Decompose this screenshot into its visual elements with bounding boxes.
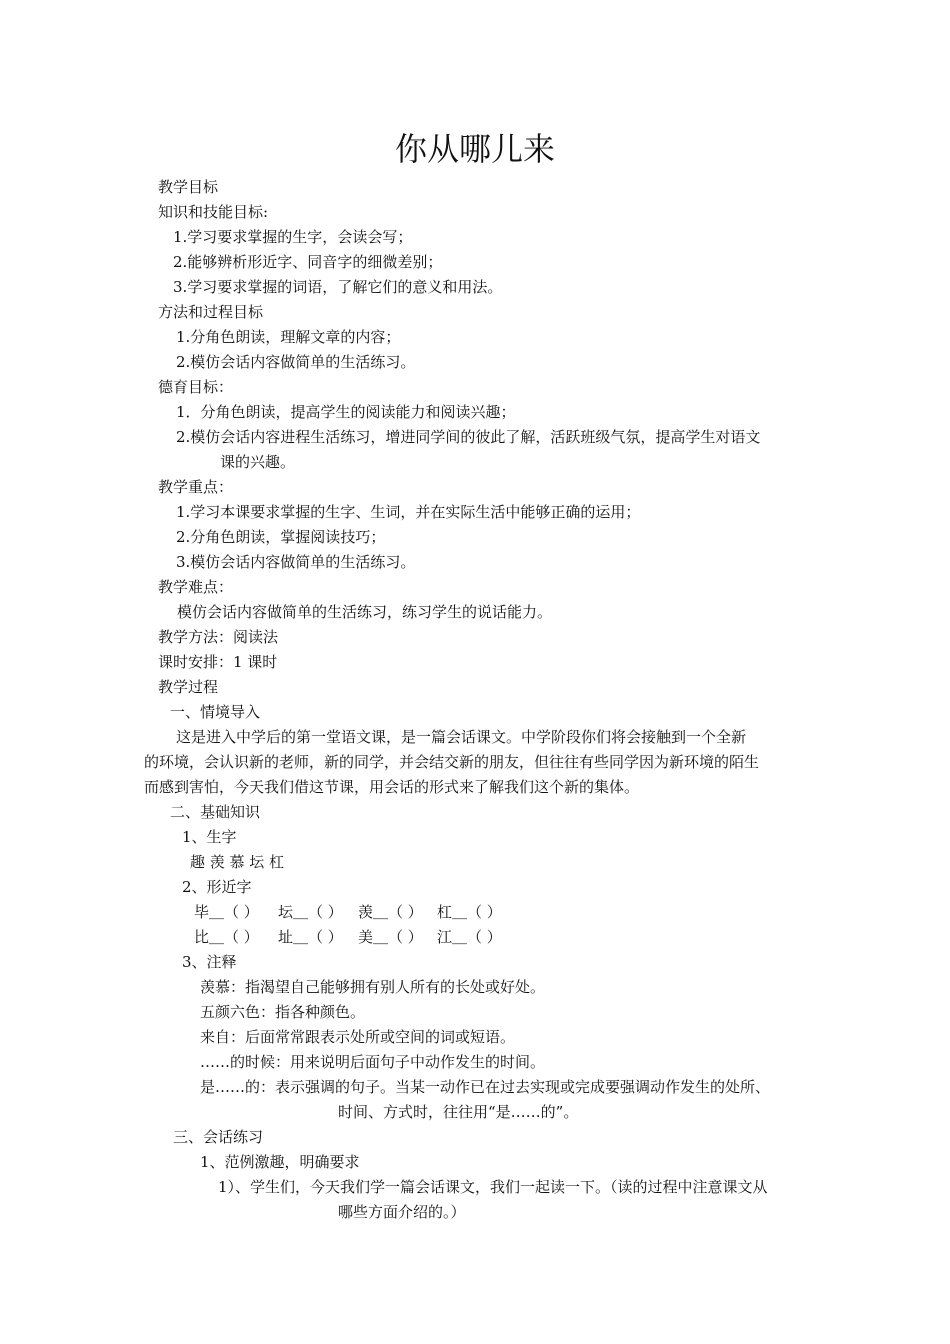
subsection-heading: 1、生字 [182, 828, 237, 846]
heading-moral-goals: 德育目标： [158, 378, 234, 396]
section-heading: 三、会话练习 [173, 1128, 264, 1146]
paragraph: 的环境，会认识新的老师，新的同学，并会结交新的朋友，但往往有些同学因为新环境的陌生 [144, 753, 760, 771]
heading-teaching-process: 教学过程 [158, 678, 219, 696]
annotation: 五颜六色：指各种颜色。 [200, 1003, 366, 1021]
list-item: 1.学习本课要求掌握的生字、生词，并在实际生活中能够正确的运用； [176, 503, 641, 521]
similar-char-cell: 羡＿（ ） [358, 903, 423, 921]
similar-char-cell: 江＿（ ） [437, 928, 502, 946]
annotation-continuation: 时间、方式时，往往用“是……的”。 [338, 1103, 579, 1121]
class-hours: 课时安排：1 课时 [158, 653, 278, 671]
paragraph: 而感到害怕，今天我们借这节课，用会话的形式来了解我们这个新的集体。 [144, 778, 640, 796]
list-item: 2.能够辨析形近字、同音字的细微差别； [173, 253, 443, 271]
annotation: ……的时候：用来说明后面句子中动作发生的时间。 [200, 1053, 546, 1071]
list-item: 3.模仿会话内容做简单的生活练习。 [176, 553, 416, 571]
similar-chars-row [194, 927, 517, 947]
teaching-method: 教学方法：阅读法 [158, 628, 279, 646]
subsection-heading: 2、形近字 [182, 878, 252, 896]
section-heading: 二、基础知识 [170, 803, 261, 821]
list-item: 3.学习要求掌握的词语，了解它们的意义和用法。 [173, 278, 503, 296]
paragraph: 1）、学生们，今天我们学一篇会话课文，我们一起读一下。（读的过程中注意课文从 [218, 1178, 768, 1196]
heading-teaching-goals: 教学目标 [158, 178, 219, 196]
heading-knowledge-goals: 知识和技能目标: [158, 203, 269, 221]
heading-method-goals: 方法和过程目标 [158, 303, 264, 321]
similar-chars-row [194, 902, 517, 922]
subsection-heading: 3、注释 [182, 953, 237, 971]
list-item: 2.模仿会话内容做简单的生活练习。 [176, 353, 416, 371]
paragraph: 这是进入中学后的第一堂语文课，是一篇会话课文。中学阶段你们将会接触到一个全新 [176, 728, 747, 746]
list-item-continuation: 课的兴趣。 [220, 453, 296, 471]
similar-char-cell: 址＿（ ） [278, 928, 343, 946]
annotation: 羡慕：指渴望自己能够拥有别人所有的长处或好处。 [200, 978, 546, 996]
heading-key-points: 教学重点： [158, 478, 234, 496]
paragraph-continuation: 哪些方面介绍的。） [338, 1203, 466, 1221]
subsection-heading: 1、范例激趣，明确要求 [200, 1153, 360, 1171]
annotation: 是……的：表示强调的句子。当某一动作已在过去实现或完成要强调动作发生的处所、 [200, 1078, 771, 1096]
similar-char-cell: 毕＿（ ） [194, 903, 259, 921]
list-item: 1．分角色朗读，提高学生的阅读能力和阅读兴趣； [176, 403, 516, 421]
paragraph: 模仿会话内容做简单的生活练习，练习学生的说话能力。 [177, 603, 553, 621]
section-heading: 一、情境导入 [170, 703, 261, 721]
list-item: 2.分角色朗读，掌握阅读技巧； [176, 528, 386, 546]
new-characters: 趣 羡 慕 坛 杠 [190, 853, 285, 871]
similar-char-cell: 杠＿（ ） [437, 903, 502, 921]
list-item: 1.分角色朗读，理解文章的内容； [176, 328, 401, 346]
similar-char-cell: 坛＿（ ） [278, 903, 343, 921]
similar-char-cell: 比＿（ ） [194, 928, 259, 946]
heading-difficulties: 教学难点： [158, 578, 234, 596]
list-item: 2.模仿会话内容进程生活练习，增进同学间的彼此了解，活跃班级气氛，提高学生对语文 [176, 428, 761, 446]
annotation: 来自：后面常常跟表示处所或空间的词或短语。 [200, 1028, 516, 1046]
page-title: 你从哪儿来 [394, 130, 555, 168]
list-item: 1.学习要求掌握的生字，会读会写； [173, 228, 413, 246]
similar-char-cell: 美＿（ ） [358, 928, 423, 946]
